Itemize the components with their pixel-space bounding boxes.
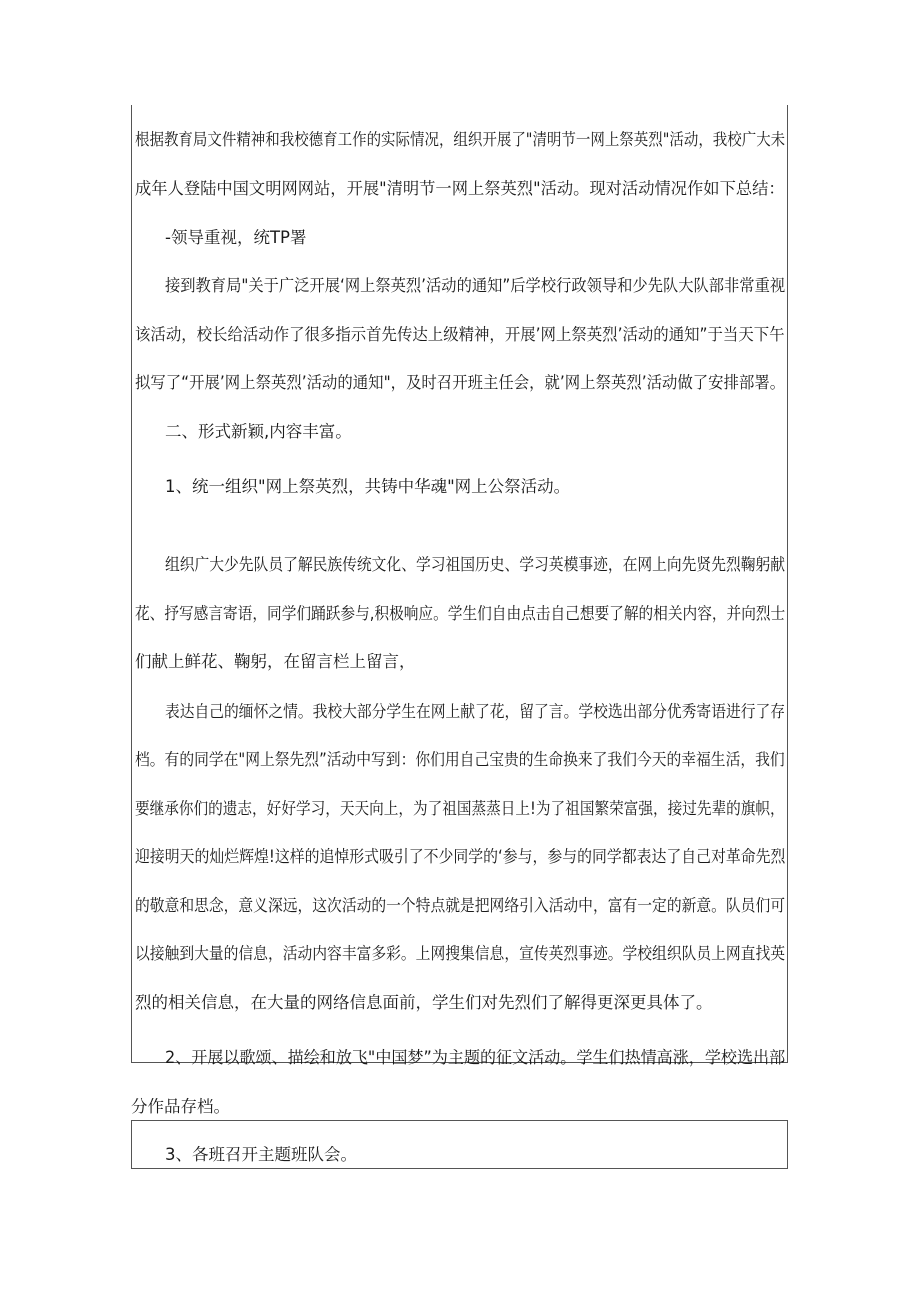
paragraph-line: 花、抒写感言寄语，同学们踊跃参与,积极响应。学生们自由点击自己想要了解的相关内容，并向烈士 [135,604,786,623]
paragraph-line: 的敬意和思念，意义深远，这次活动的一个特点就是把网络引入活动中，富有一定的新意。队员们可 [135,896,785,915]
paragraph-line: 根据教育局文件精神和我校德育工作的实际情况，组织开展了"清明节一网上祭英烈"活动，我校广大未 [135,130,786,149]
paragraph-line: 们献上鲜花、鞠躬，在留言栏上留言， [135,652,416,671]
paragraph-line: 要继承你们的遗志，好好学习，天天向上，为了祖国蒸蒸日上!为了祖国繁荣富强，接过先辈的旗帜， [135,799,785,818]
subsection-heading: 3、各班召开主题班队会。 [165,1145,357,1164]
paragraph-line: 以接触到大量的信息，活动内容丰富多彩。上网搜集信息，宣传英烈事迹。学校组织队员上网直找英 [135,944,785,963]
paragraph-line: 分作品存档。 [131,1097,230,1116]
section-heading: -领导重视，统TP署 [165,228,307,247]
subsection-heading: 2、开展以歌颂、描绘和放飞"中国梦”为主题的征文活动。学生们热情高涨，学校选出部 [165,1048,786,1067]
paragraph-line: 组织广大少先队员了解民族传统文化、学习祖国历史、学习英模事迹，在网上向先贤先烈鞠躬献 [165,555,785,574]
paragraph-line: 档。有的同学在"网上祭先烈”活动中写到：你们用自己宝贵的生命换来了我们今天的幸福生活，我们 [135,750,785,769]
paragraph-line: 烈的相关信息，在大量的网络信息面前，学生们对先烈们了解得更深更具体了。 [135,993,713,1012]
paragraph-line: 成年人登陆中国文明网网站，开展"清明节一网上祭英烈"活动。现对活动情况作如下总结： [135,179,785,198]
paragraph-line: 迎接明天的灿烂辉煌!这样的追悼形式吸引了不少同学的‘参与，参与的同学都表达了自己对革命先烈 [135,847,786,866]
paragraph-line: 该活动，校长给活动作了很多指示首先传达上级精神，开展’网上祭英烈’活动的通知”于当天下午 [135,325,785,344]
paragraph-line: 表达自己的缅怀之情。我校大部分学生在网上献了花，留了言。学校选出部分优秀寄语进行了存 [165,702,785,721]
paragraph-line: 拟写了“开展’网上祭英烈’活动的通知"，及时召开班主任会，就’网上祭英烈’活动做了安排部署。 [135,373,786,392]
section-heading: 二、形式新颖,内容丰富。 [165,422,352,441]
paragraph-line: 接到教育局"关于广泛开展‘网上祭英烈’活动的通知”后学校行政领导和少先队大队部非常重视 [165,276,786,295]
table-cell-main [131,105,788,1063]
subsection-heading: 1、统一组织"网上祭英烈，共铸中华魂"网上公祭活动。 [165,477,571,496]
